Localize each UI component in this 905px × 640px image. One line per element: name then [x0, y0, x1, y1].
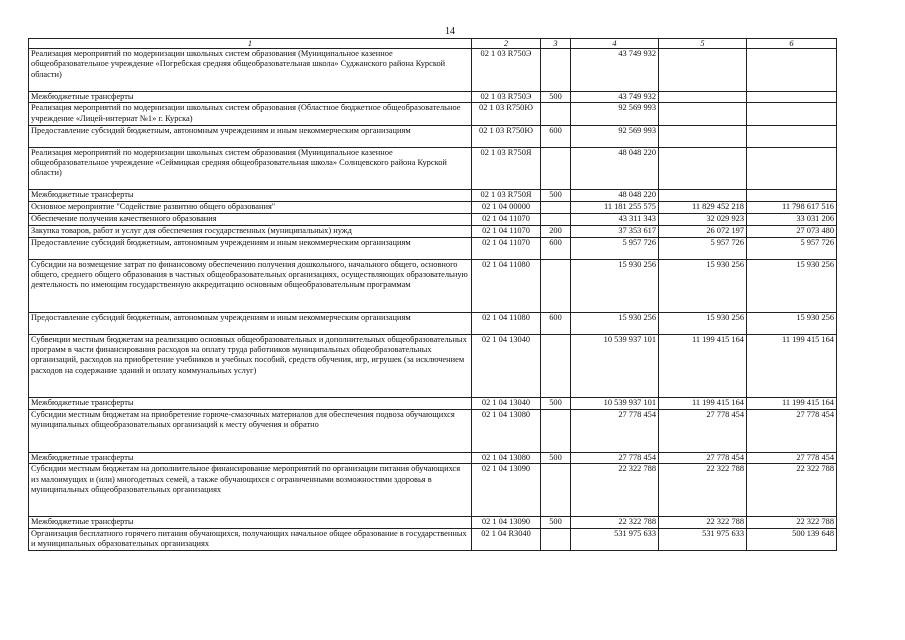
cell-name: Обеспечение получения качественного образования: [29, 213, 472, 225]
cell-target-code: 02 1 04 11070: [472, 225, 541, 237]
cell-amount-3: [747, 147, 837, 190]
cell-amount-3: [747, 190, 837, 202]
cell-expense-kind: [541, 147, 571, 190]
cell-amount-3: [747, 103, 837, 125]
cell-amount-1: 27 778 454: [571, 409, 659, 452]
cell-amount-3: 27 778 454: [747, 452, 837, 464]
cell-expense-kind: 200: [541, 225, 571, 237]
cell-amount-3: 15 930 256: [747, 312, 837, 334]
cell-amount-2: 27 778 454: [659, 452, 747, 464]
cell-amount-1: 27 778 454: [571, 452, 659, 464]
cell-expense-kind: 500: [541, 452, 571, 464]
header-cell-amount-1: 4: [571, 39, 659, 49]
table-row: [29, 312, 837, 334]
header-cell-code: 2: [472, 39, 541, 49]
cell-amount-1: 22 322 788: [571, 464, 659, 517]
cell-amount-1: 48 048 220: [571, 147, 659, 190]
cell-expense-kind: 500: [541, 190, 571, 202]
cell-expense-kind: 500: [541, 398, 571, 410]
cell-amount-2: 27 778 454: [659, 409, 747, 452]
cell-expense-kind: [541, 202, 571, 214]
cell-expense-kind: [541, 103, 571, 125]
cell-amount-2: [659, 147, 747, 190]
table-row: [29, 529, 837, 551]
cell-amount-1: 92 569 993: [571, 125, 659, 147]
cell-expense-kind: [541, 529, 571, 551]
cell-expense-kind: 600: [541, 312, 571, 334]
cell-amount-3: 11 199 415 164: [747, 334, 837, 397]
table-row: [29, 91, 837, 103]
cell-name: Межбюджетные трансферты: [29, 398, 472, 410]
cell-target-code: 02 1 03 R750Я: [472, 190, 541, 202]
cell-name: Предоставление субсидий бюджетным, автономным учреждениям и иным некоммерческим организациям: [29, 312, 472, 334]
cell-amount-1: 10 539 937 101: [571, 334, 659, 397]
cell-target-code: 02 1 04 13040: [472, 398, 541, 410]
cell-amount-3: 27 778 454: [747, 409, 837, 452]
cell-amount-2: 11 199 415 164: [659, 398, 747, 410]
table-row: [29, 225, 837, 237]
cell-target-code: 02 1 04 13090: [472, 464, 541, 517]
cell-target-code: 02 1 04 R3040: [472, 529, 541, 551]
cell-target-code: 02 1 03 R750Ю: [472, 125, 541, 147]
cell-amount-2: 11 829 452 218: [659, 202, 747, 214]
cell-expense-kind: [541, 49, 571, 92]
cell-target-code: 02 1 03 R750Э: [472, 49, 541, 92]
cell-amount-2: 11 199 415 164: [659, 334, 747, 397]
cell-amount-3: 11 798 617 516: [747, 202, 837, 214]
table-row: [29, 202, 837, 214]
cell-amount-1: 10 539 937 101: [571, 398, 659, 410]
cell-name: Межбюджетные трансферты: [29, 190, 472, 202]
cell-name: Субвенции местным бюджетам на реализацию основных общеобразовательных и дополнительных общеобразовательных программ в части финансирования расходов на оплату труда работников муниципальных общеобразовательных организаций, расходов на приобретение учебников и учебных пособий, средств обучения, игр, игрушек (за исключением расходов на содержание зданий и оплату коммунальных услуг): [29, 334, 472, 397]
cell-target-code: 02 1 03 R750Я: [472, 147, 541, 190]
cell-name: Субсидии местным бюджетам на дополнительное финансирование мероприятий по организации питания обучающихся из малоимущих и (или) многодетных семей, а также обучающихся с ограниченными возможностями здоровья в муниципальных общеобразовательных организациях: [29, 464, 472, 517]
table-row: [29, 49, 837, 92]
cell-amount-2: 531 975 633: [659, 529, 747, 551]
cell-expense-kind: 500: [541, 91, 571, 103]
cell-expense-kind: [541, 464, 571, 517]
header-cell-kind: 3: [541, 39, 571, 49]
cell-amount-2: 15 930 256: [659, 259, 747, 312]
cell-expense-kind: 500: [541, 517, 571, 529]
cell-amount-2: [659, 125, 747, 147]
header-cell-amount-3: 6: [747, 39, 837, 49]
cell-expense-kind: [541, 259, 571, 312]
cell-target-code: 02 1 04 00000: [472, 202, 541, 214]
table-row: [29, 147, 837, 190]
cell-expense-kind: [541, 409, 571, 452]
cell-amount-1: 43 749 932: [571, 49, 659, 92]
cell-amount-3: 5 957 726: [747, 237, 837, 259]
cell-name: Субсидии местным бюджетам на приобретение горюче-смазочных материалов для обеспечения подвоза обучающихся муниципальных общеобразовательных организаций к месту обучения и обратно: [29, 409, 472, 452]
cell-name: Межбюджетные трансферты: [29, 91, 472, 103]
cell-target-code: 02 1 03 R750Э: [472, 91, 541, 103]
cell-name: Реализация мероприятий по модернизации школьных систем образования (Муниципальное казенное общеобразовательное учреждение «Сеймицкая средняя общеобразовательная школа» Солнцевского района Курской области): [29, 147, 472, 190]
cell-amount-1: 15 930 256: [571, 259, 659, 312]
header-row: [29, 39, 837, 49]
cell-amount-1: 5 957 726: [571, 237, 659, 259]
table-row: [29, 103, 837, 125]
cell-expense-kind: [541, 213, 571, 225]
cell-amount-1: 22 322 788: [571, 517, 659, 529]
page-number: 14: [445, 26, 455, 37]
cell-name: Предоставление субсидий бюджетным, автономным учреждениям и иным некоммерческим организациям: [29, 237, 472, 259]
table-row: [29, 409, 837, 452]
cell-name: Закупка товаров, работ и услуг для обеспечения государственных (муниципальных) нужд: [29, 225, 472, 237]
table-row: [29, 125, 837, 147]
cell-amount-3: 11 199 415 164: [747, 398, 837, 410]
cell-amount-2: [659, 190, 747, 202]
cell-amount-2: 5 957 726: [659, 237, 747, 259]
cell-amount-3: 27 073 480: [747, 225, 837, 237]
cell-amount-1: 37 353 617: [571, 225, 659, 237]
cell-expense-kind: [541, 334, 571, 397]
table-row: [29, 237, 837, 259]
table-row: [29, 190, 837, 202]
cell-amount-3: [747, 49, 837, 92]
cell-amount-2: [659, 103, 747, 125]
cell-name: Организация бесплатного горячего питания обучающихся, получающих начальное общее образование в государственных и муниципальных образовательных организациях: [29, 529, 472, 551]
budget-table: [28, 38, 837, 551]
cell-amount-1: 11 181 255 575: [571, 202, 659, 214]
cell-target-code: 02 1 04 13090: [472, 517, 541, 529]
cell-name: Основное мероприятие "Содействие развитию общего образования": [29, 202, 472, 214]
cell-amount-1: 531 975 633: [571, 529, 659, 551]
cell-target-code: 02 1 04 11080: [472, 312, 541, 334]
table-row: [29, 334, 837, 397]
cell-name: Субсидии на возмещение затрат по финансовому обеспечению получения дошкольного, начального общего, основного общего, среднего общего образования в частных общеобразовательных организациях, осуществляющих образовательную деятельность по имеющим государственную аккредитацию основным общеобразовательным программам: [29, 259, 472, 312]
cell-name: Предоставление субсидий бюджетным, автономным учреждениям и иным некоммерческим организациям: [29, 125, 472, 147]
table-row: [29, 259, 837, 312]
cell-amount-2: 26 072 197: [659, 225, 747, 237]
cell-expense-kind: 600: [541, 237, 571, 259]
cell-target-code: 02 1 03 R750Ю: [472, 103, 541, 125]
table-row: [29, 398, 837, 410]
cell-amount-1: 43 749 932: [571, 91, 659, 103]
cell-name: Реализация мероприятий по модернизации школьных систем образования (Муниципальное казенное общеобразовательное учреждение «Погребская средняя общеобразовательная школа» Суджанского района Курской области): [29, 49, 472, 92]
cell-amount-2: 22 322 788: [659, 517, 747, 529]
cell-target-code: 02 1 04 13040: [472, 334, 541, 397]
cell-amount-1: 15 930 256: [571, 312, 659, 334]
cell-amount-3: 33 031 206: [747, 213, 837, 225]
cell-target-code: 02 1 04 13080: [472, 409, 541, 452]
cell-amount-3: 500 139 648: [747, 529, 837, 551]
cell-amount-2: 32 029 923: [659, 213, 747, 225]
cell-amount-3: [747, 125, 837, 147]
cell-amount-3: [747, 91, 837, 103]
cell-amount-1: 92 569 993: [571, 103, 659, 125]
cell-target-code: 02 1 04 11070: [472, 237, 541, 259]
cell-amount-2: [659, 49, 747, 92]
cell-amount-2: 22 322 788: [659, 464, 747, 517]
cell-amount-3: 15 930 256: [747, 259, 837, 312]
table-row: [29, 213, 837, 225]
cell-amount-2: [659, 91, 747, 103]
cell-target-code: 02 1 04 11070: [472, 213, 541, 225]
table-row: [29, 464, 837, 517]
cell-amount-1: 48 048 220: [571, 190, 659, 202]
cell-target-code: 02 1 04 13080: [472, 452, 541, 464]
header-cell-name: 1: [29, 39, 472, 49]
table-row: [29, 452, 837, 464]
cell-name: Межбюджетные трансферты: [29, 452, 472, 464]
cell-target-code: 02 1 04 11080: [472, 259, 541, 312]
cell-name: Межбюджетные трансферты: [29, 517, 472, 529]
cell-amount-3: 22 322 788: [747, 517, 837, 529]
cell-amount-2: 15 930 256: [659, 312, 747, 334]
cell-amount-1: 43 311 343: [571, 213, 659, 225]
header-cell-amount-2: 5: [659, 39, 747, 49]
cell-name: Реализация мероприятий по модернизации школьных систем образования (Областное бюджетное общеобразовательное учреждение «Лицей-интернат №1» г. Курска): [29, 103, 472, 125]
cell-amount-3: 22 322 788: [747, 464, 837, 517]
cell-expense-kind: 600: [541, 125, 571, 147]
table-row: [29, 517, 837, 529]
